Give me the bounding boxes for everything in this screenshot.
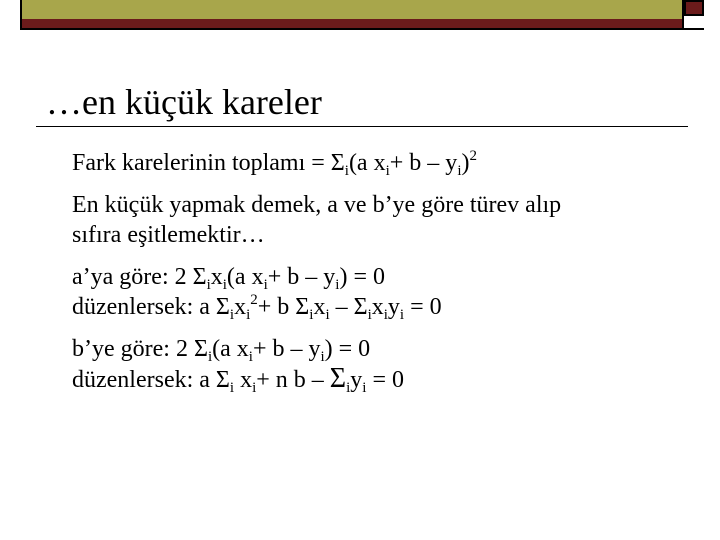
subscript: i (229, 380, 235, 396)
subscript: i (362, 380, 367, 396)
superscript: 2 (469, 148, 477, 164)
sigma-symbol: Σ (329, 363, 347, 394)
text: ) = 0 (324, 336, 371, 362)
top-bar-maroon-band (20, 19, 684, 28)
text: x (371, 294, 384, 320)
subscript: i (222, 277, 227, 293)
superscript: 2 (250, 292, 258, 308)
subscript: i (246, 307, 251, 323)
subscript: i (320, 349, 325, 365)
subscript: i (457, 163, 462, 179)
subscript: i (367, 307, 372, 323)
subscript: i (344, 163, 349, 179)
text-line-set-to-zero: sıfıra eşitlemektir… (72, 222, 265, 248)
spacer (72, 322, 692, 334)
text: düzenlersek: a Σ (72, 294, 230, 320)
text: + n b – (256, 367, 330, 393)
text: a’ya göre: 2 Σ (72, 264, 207, 290)
text: b’ye göre: 2 Σ (72, 336, 208, 362)
text: (a x (226, 264, 264, 290)
text: Fark karelerinin toplamı = Σ (72, 150, 345, 176)
text: + b – y (389, 150, 458, 176)
subscript: i (325, 307, 330, 323)
spacer (72, 250, 692, 262)
text: + b Σ (257, 294, 310, 320)
equation-arranged-a (72, 292, 692, 322)
subscript: i (263, 277, 268, 293)
equation-derivative-b (72, 334, 692, 364)
spacer (72, 178, 692, 190)
text: x (234, 294, 247, 320)
slide-title: …en küçük kareler (46, 82, 322, 122)
slide-body (72, 148, 692, 395)
text: – Σ (329, 294, 368, 320)
top-bar-corner-block (684, 0, 704, 16)
subscript: i (309, 307, 314, 323)
text: = 0 (366, 367, 404, 393)
equation-sum-of-squares (72, 148, 692, 178)
equation-arranged-b (72, 364, 692, 395)
equation-derivative-a (72, 262, 692, 292)
text: + b – y (252, 336, 321, 362)
subscript: i (248, 349, 253, 365)
text: x (210, 264, 223, 290)
subscript: i (383, 307, 388, 323)
top-decorative-bar (20, 0, 704, 30)
text: x (313, 294, 326, 320)
text: y (387, 294, 400, 320)
title-underline (36, 126, 688, 127)
text-line-minimize: En küçük yapmak demek, a ve b’ye göre türev alıp (72, 192, 562, 218)
subscript: i (229, 307, 235, 323)
text: x (234, 367, 253, 393)
text: y (350, 367, 363, 393)
subscript: i (399, 307, 405, 323)
subscript: i (385, 163, 390, 179)
subscript: i (346, 380, 351, 396)
text: düzenlersek: a Σ (72, 367, 230, 393)
text: (a x (212, 336, 249, 362)
text: + b – y (267, 264, 336, 290)
subscript: i (335, 277, 340, 293)
text: ) (461, 150, 470, 176)
top-bar-olive-band (20, 0, 684, 19)
text: ) = 0 (339, 264, 385, 290)
text: = 0 (404, 294, 442, 320)
subscript: i (207, 349, 213, 365)
subscript: i (252, 380, 257, 396)
text: (a x (348, 150, 386, 176)
subscript: i (206, 277, 211, 293)
